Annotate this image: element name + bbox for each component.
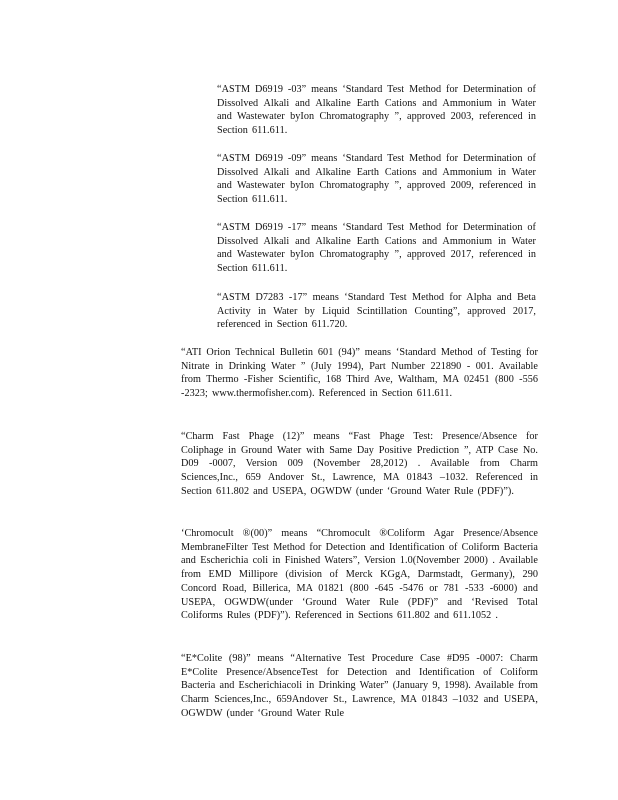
definition-astm-d6919-17: “ASTM D6919 -17” means ‘Standard Test Method for Determination of Dissolved Alkali and Alkaline Earth Cations and Ammonium in Water and Wastewater byIon Chromatography ”, approved 2017, referenced in Section 611.611. [217,222,536,275]
definition-e-colite-98: “E*Colite (98)” means “Alternative Test Procedure Case #D95 -0007: Charm E*Colite Presence/AbsenceTest for Detection and Identification of Coliform Bacteria and Escherichiacoli in Drinking Water” (January 9, 1998). Available from Charm Sciences,Inc., 659Andover St., Lawrence, MA 01843 –1032 and USEPA, OGWDW (under ‘Ground Water Rule [181,653,538,719]
definition-astm-d6919-09: “ASTM D6919 -09” means ‘Standard Test Method for Determination of Dissolved Alkali and Alkaline Earth Cations and Ammonium in Water and Wastewater byIon Chromatography ”, approved 2009, referenced in Section 611.611. [217,153,536,206]
definition-chromocult-00: ‘Chromocult ®(00)” means “Chromocult ®Coliform Agar Presence/Absence MembraneFilter Test Method for Detection and Identification of Coliform Bacteria and Escherichia coli in Finished Waters”, Version 1.0(November 2000) . Available from EMD Millipore (division of Merck KGgA, Darmstadt, Germany), 290 Concord Road, Billerica, MA 01821 (800 -645 -5476 or 781 -533 -6000) and USEPA, OGWDW(under ‘Ground Water Rule (PDF)” and ‘Revised Total Coliforms Rules (PDF)”). Referenced in Sections 611.802 and 611.1052 . [181,528,538,622]
definition-astm-d6919-03: “ASTM D6919 -03” means ‘Standard Test Method for Determination of Dissolved Alkali and Alkaline Earth Cations and Ammonium in Water and Wastewater byIon Chromatography ”, approved 2003, referenced in Section 611.611. [217,84,536,137]
definition-charm-fast-phage: “Charm Fast Phage (12)” means “Fast Phage Test: Presence/Absence for Coliphage in Ground Water with Same Day Positive Prediction ”, ATP Case No. D09 -0007, Version 009 (November 28,2012) . Available from Charm Sciences,Inc., 659 Andover St., Lawrence, MA 01843 –1032. Referenced in Section 611.802 and USEPA, OGWDW (under ‘Ground Water Rule (PDF)”). [181,431,538,497]
definition-astm-d7283-17: “ASTM D7283 -17” means ‘Standard Test Method for Alpha and Beta Activity in Water by Liquid Scintillation Counting”, approved 2017, referenced in Section 611.720. [217,292,536,331]
definition-ati-orion-601: “ATI Orion Technical Bulletin 601 (94)” means ‘Standard Method of Testing for Nitrate in Drinking Water ” (July 1994), Part Number 221890 - 001. Available from Thermo -Fisher Scientific, 168 Third Ave, Waltham, MA 02451 (800 -556 -2323; www.thermofisher.com). Referenced in Section 611.611. [181,347,538,400]
